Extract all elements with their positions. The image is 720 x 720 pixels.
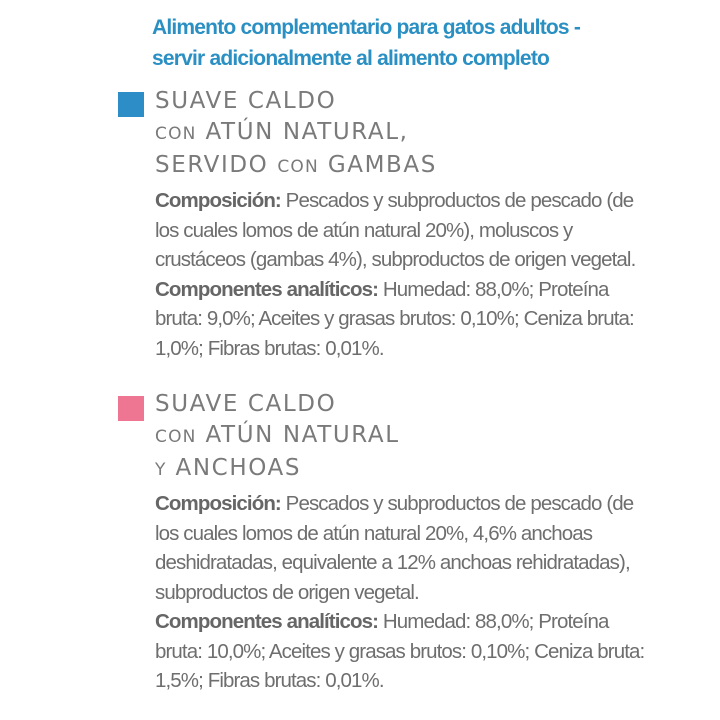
intro-line-2: servir adicionalmente al alimento completo — [152, 47, 550, 70]
title-line-3: SERVIDO — [155, 152, 269, 178]
title-line-1: SUAVE CALDO — [155, 88, 337, 114]
title-connector: CON — [155, 427, 197, 447]
blue-color-swatch — [118, 92, 144, 117]
analytic-text: bruta: 9,0%; Aceites y grasas brutos: 0,10%; Ceniza bruta: — [155, 307, 634, 330]
composition-text: deshidratadas, equivalente a 12% anchoas rehidratadas), — [155, 551, 630, 574]
composition-text: los cuales lomos de atún natural 20%, 4,6% anchoas — [155, 521, 593, 545]
title-line-3-tail: GAMBAS — [327, 152, 437, 178]
title-line-3: ANCHOAS — [175, 455, 302, 481]
product-details — [155, 186, 710, 363]
composition-label: Composición: — [155, 189, 281, 212]
analytic-text: Humedad: 88,0%; Proteína — [382, 277, 609, 301]
product-title — [155, 389, 400, 486]
composition-text: Pescados y subproductos de pescado (de — [285, 189, 634, 212]
analytic-text: 1,5%; Fibras brutas: 0,01%. — [155, 669, 384, 692]
title-connector: CON — [155, 124, 197, 144]
composition-text: crustáceos (gambas 4%), subproductos de origen vegetal. — [155, 248, 636, 271]
analytic-text: 1,0%; Fibras brutas: 0,01%. — [155, 336, 384, 360]
intro-heading — [152, 12, 712, 74]
composition-text: subproductos de origen vegetal. — [155, 580, 419, 604]
analytic-label: Componentes analíticos: — [155, 610, 379, 633]
title-line-2: ATÚN NATURAL — [205, 422, 400, 448]
analytic-text: bruta: 10,0%; Aceites y grasas brutos: 0,10%; Ceniza bruta: — [155, 639, 645, 663]
title-line-1: SUAVE CALDO — [155, 391, 337, 417]
product-details — [155, 489, 710, 696]
intro-line-1: Alimento complementario para gatos adultos - — [152, 16, 581, 39]
title-connector: CON — [277, 157, 319, 177]
composition-label: Composición: — [155, 492, 281, 515]
pink-color-swatch — [118, 396, 144, 421]
title-line-2: ATÚN NATURAL, — [205, 119, 409, 145]
composition-text: Pescados y subproductos de pescado (de — [285, 492, 634, 515]
product-title — [155, 86, 437, 183]
analytic-label: Componentes analíticos: — [155, 277, 379, 301]
composition-text: los cuales lomos de atún natural 20%), moluscos y — [155, 218, 573, 242]
title-connector: Y — [155, 460, 167, 480]
analytic-text: Humedad: 88,0%; Proteína — [382, 610, 609, 633]
